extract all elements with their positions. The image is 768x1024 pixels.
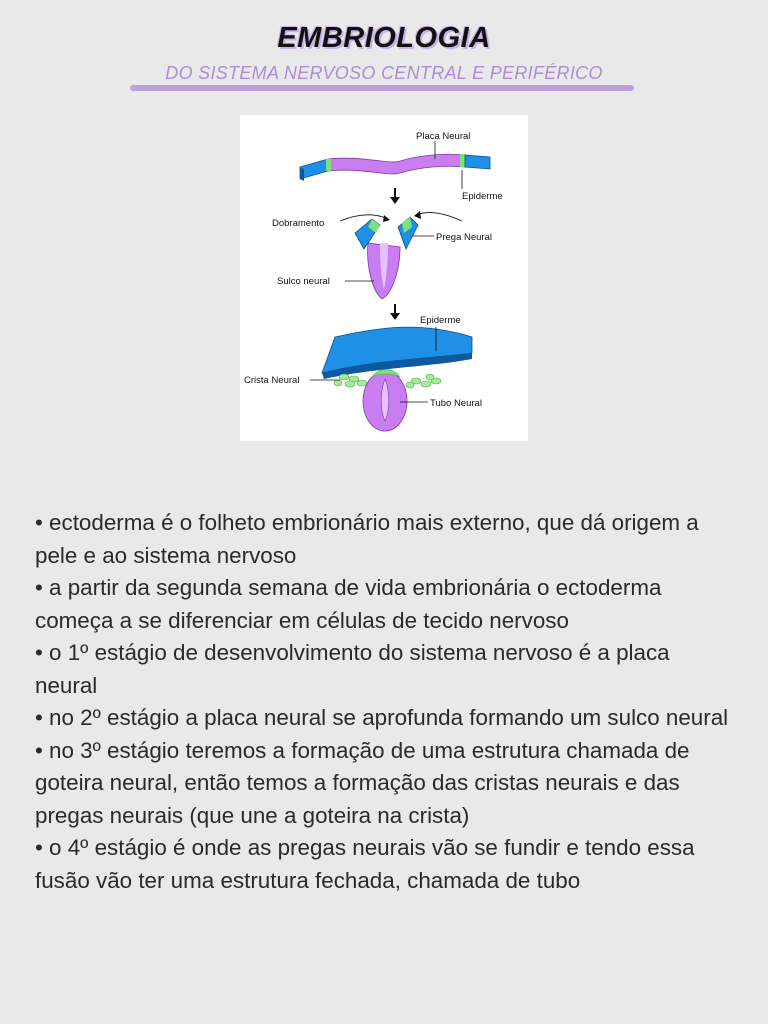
plate-epiderme-left [300,159,328,179]
label-dobramento: Dobramento [272,218,325,229]
fold-arrow-left [340,215,388,221]
label-sulco-neural: Sulco neural [277,276,330,287]
title-underline [130,85,634,91]
stage-neural-tube [244,315,482,431]
label-crista-neural: Crista Neural [244,375,300,386]
plate-epiderme-left-side [300,167,304,181]
plate-epiderme-right [465,155,490,169]
arrow-down-1 [390,188,400,204]
paragraph: • no 2º estágio a placa neural se aprofunda formando um sulco neural [35,705,729,730]
neural-tube-diagram [240,115,528,441]
label-placa-neural: Placa Neural [416,131,471,142]
fold-arrow-right [416,213,462,221]
label-prega-neural: Prega Neural [436,232,492,243]
stage-neural-plate [300,131,503,202]
stage-neural-groove [272,211,492,299]
page-subtitle: DO SISTEMA NERVOSO CENTRAL E PERIFÉRICO [165,63,603,83]
paragraph: • o 4º estágio é onde as pregas neurais vão se fundir e tendo essa fusão vão ter uma estrutura fechada, chamada de tubo [35,835,695,893]
paragraph: • ectoderma é o folheto embrionário mais externo, que dá origem a pele e ao sistema nervoso [35,510,699,568]
plate-crista-right [460,154,465,167]
paragraph: • o 1º estágio de desenvolvimento do sistema nervoso é a placa neural [35,640,670,698]
label-epiderme-bottom: Epiderme [420,315,461,326]
paragraph: • no 3º estágio teremos a formação de uma estrutura chamada de goteira neural, então temos a formação das cristas neurais e das pregas neurais (que une a goteira na crista) [35,737,690,828]
plate-crista-left [326,159,331,171]
plate-neural-top [328,154,465,174]
arrow-down-2 [390,304,400,320]
diagram-svg [240,115,528,441]
paragraph: • a partir da segunda semana de vida embrionária o ectoderma começa a se diferenciar em células de tecido nervoso [35,575,662,633]
label-tubo-neural: Tubo Neural [430,398,482,409]
body-text [35,507,735,897]
label-epiderme-top: Epiderme [462,191,503,202]
page-title: EMBRIOLOGIA [277,22,491,54]
